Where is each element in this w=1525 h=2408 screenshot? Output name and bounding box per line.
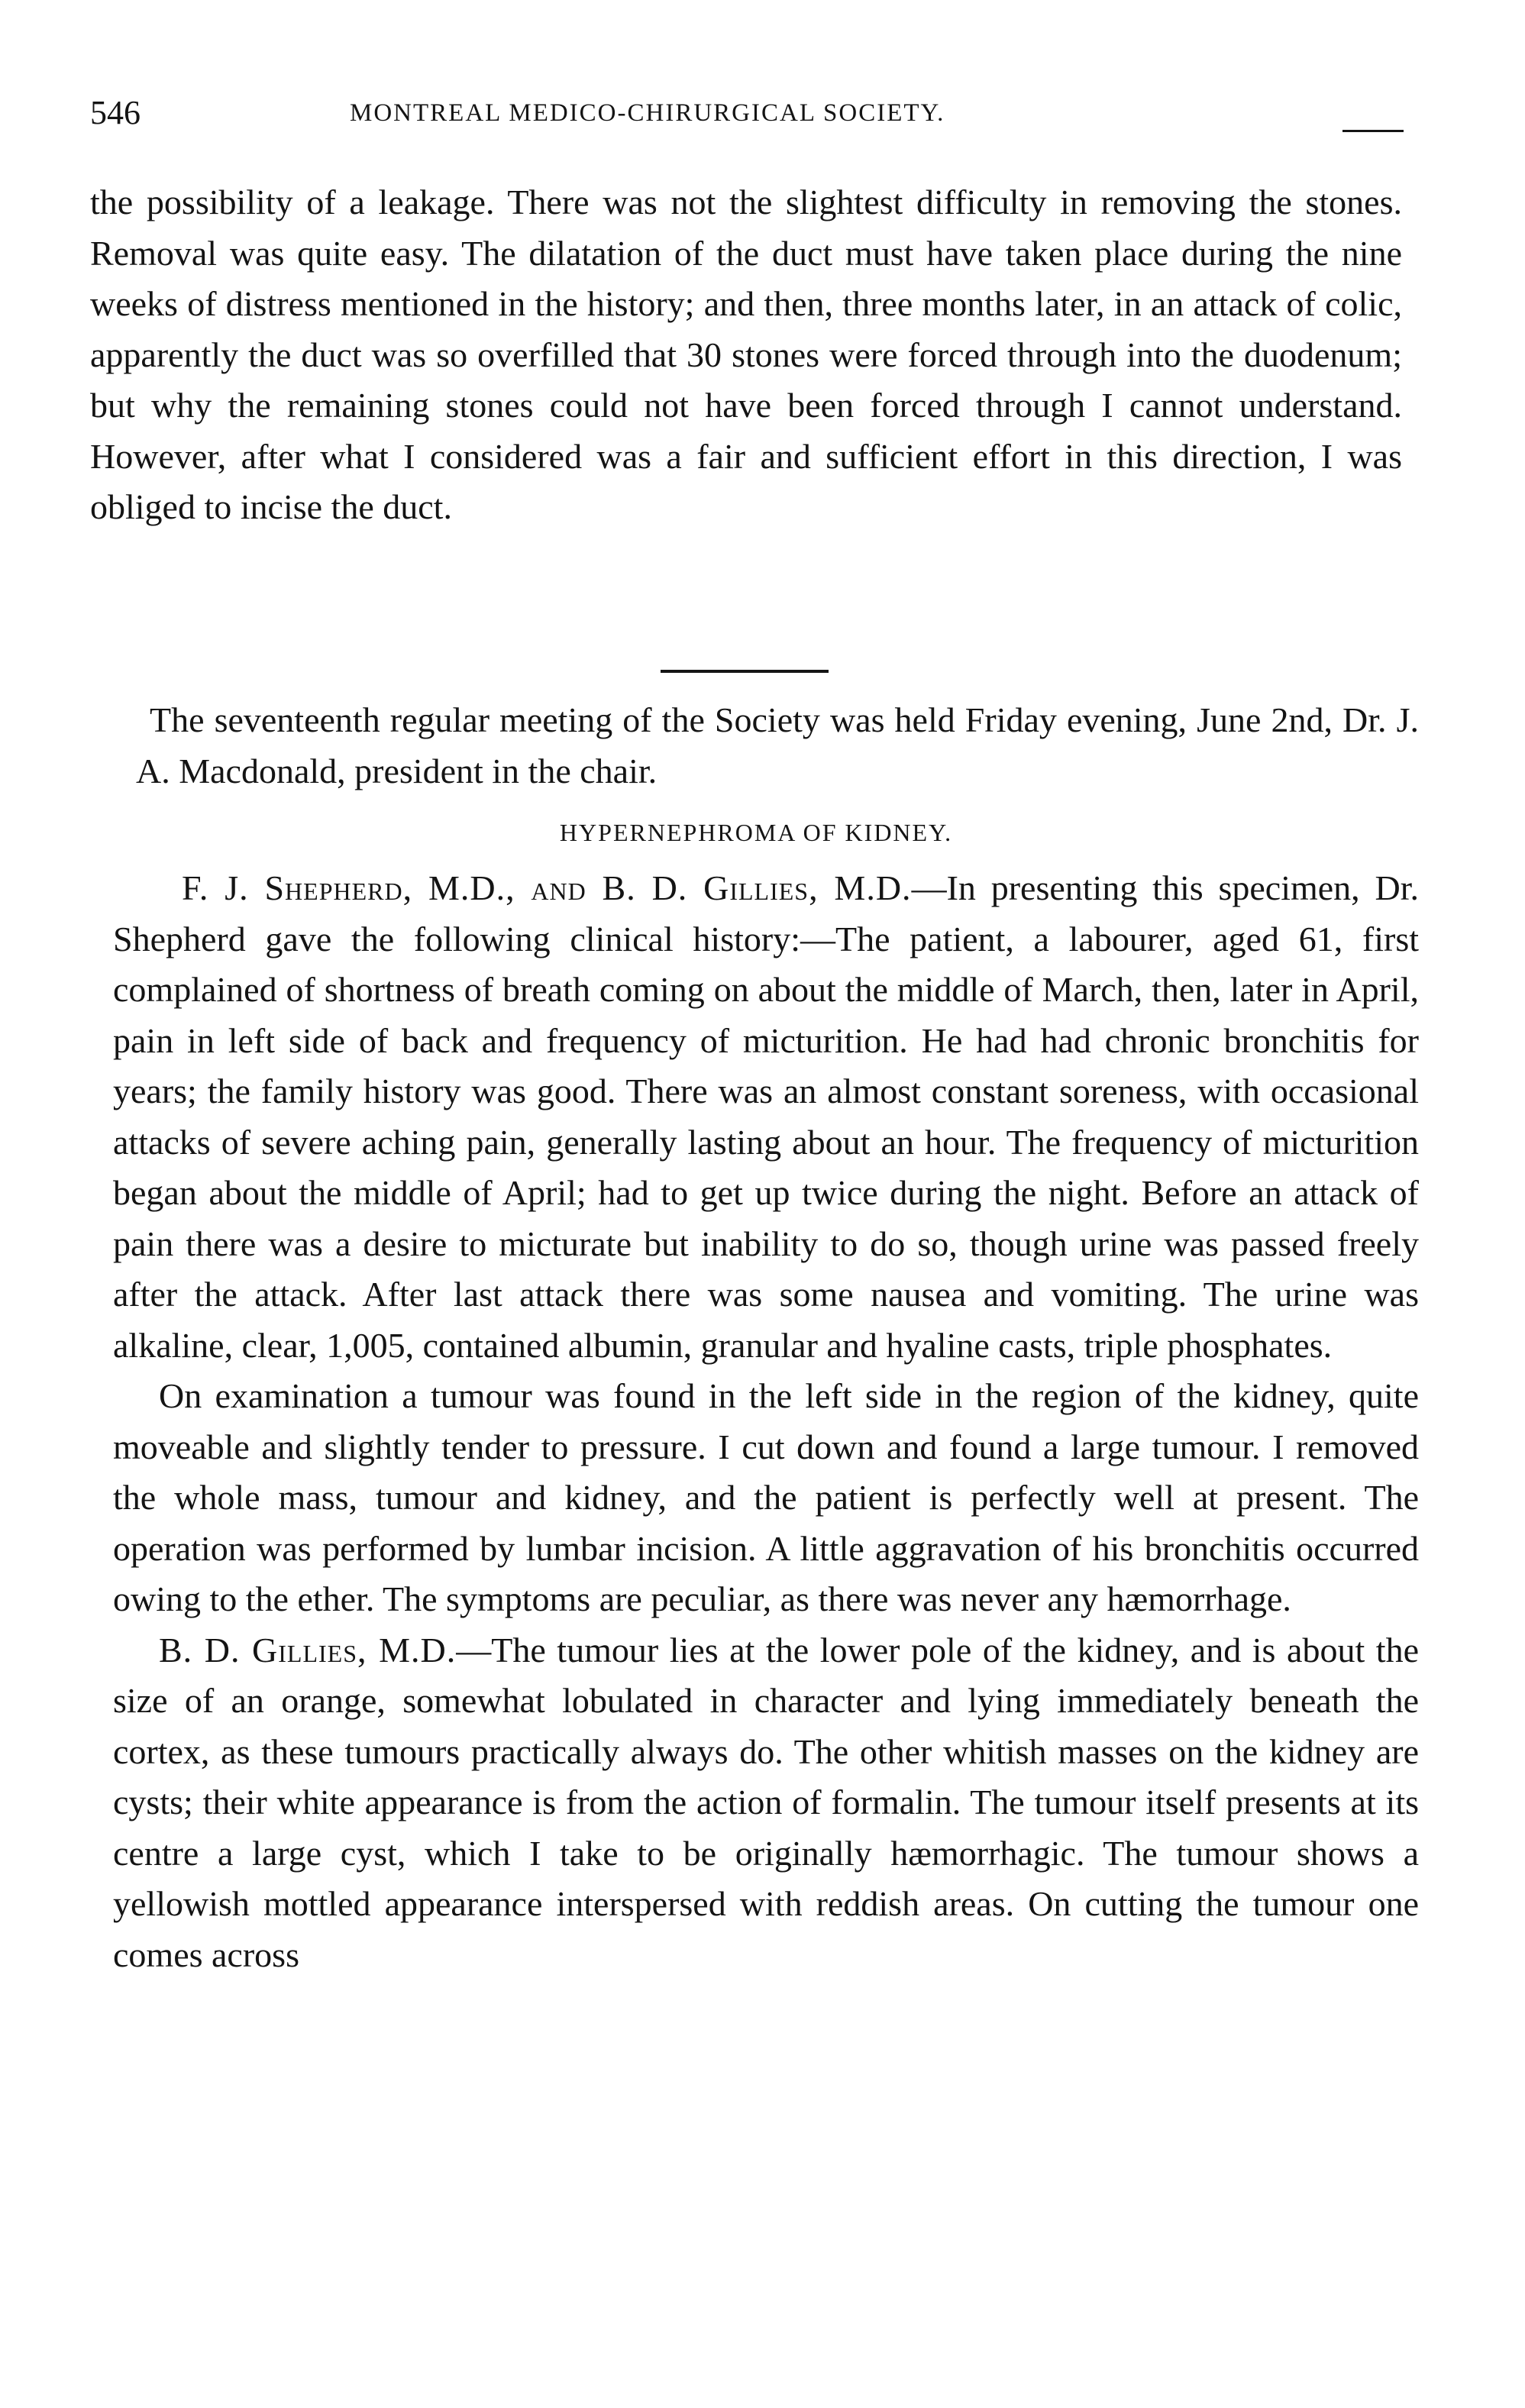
paragraph-text: —The tumour lies at the lower pole of the kidney, and is about the size of an orange, somewhat lobulated in character and lying immediately beneath the cortex, as these tumours practically always do. The other whitish masses on the kidney are cysts; their white appearance is from the action of formalin. The tumour itself presents at its centre a large cyst, which I take to be originally hæmorrhagic. The tumour shows a yellowish mottled appearance interspersed with reddish areas. On cutting the tumour one comes across (113, 1630, 1419, 1974)
speaker-name: B. D. Gillies, M.D. (159, 1630, 457, 1669)
header-rule (1342, 130, 1404, 132)
continued-paragraph (90, 177, 1402, 645)
paragraph-text: The seventeenth regular meeting of the Society was held Friday evening, June 2nd, Dr. J. A. Macdonald, president in the chair. (136, 700, 1419, 790)
paragraph-text: the possibility of a leakage. There was not the slightest difficulty in removing the stones. Removal was quite easy. The dilatation of the duct must have taken place during the nine weeks of distress mentioned in the history; and then, three months later, in an attack of colic, apparently the duct was so overfilled that 30 stones were forced through into the duodenum; but why the remaining stones could not have been forced through I cannot understand. However, after what I considered was a fair and sufficient effort in this direction, I was obliged to incise the duct. (90, 183, 1402, 526)
clinical-history-paragraph (113, 863, 1419, 1371)
section-separator-rule (661, 670, 829, 673)
examination-paragraph: On examination a tumour was found in the left side in the region of the kidney, quite moveable and slightly tender to pressure. I cut down and found a large tumour. I removed the whole mass, tumour and kidney, and the patient is perfectly well at present. The operation was performed by lumbar incision. A little aggravation of his bronchitis occurred owing to the ether. The symptoms are peculiar, as there was never any hæmorrhage. (113, 1376, 1419, 1618)
section-heading: HYPERNEPHROMA OF KIDNEY. (559, 819, 953, 846)
journal-title: MONTREAL MEDICO-CHIRURGICAL SOCIETY. (350, 99, 945, 127)
pathology-paragraph (113, 1625, 1419, 1981)
paragraph-text: —In presenting this specimen, Dr. Shepherd gave the following clinical history:—The patient, a labourer, aged 61, first complained of shortness of breath coming on about the middle of March, then, later in April, pain in left side of back and frequency of micturition. He had had chronic bronchitis for years; the family history was good. There was an almost constant soreness, with occasional attacks of severe aching pain, generally lasting about an hour. The frequency of micturition began about the middle of April; had to get up twice during the night. Before an attack of pain there was a desire to micturate but inability to do so, though urine was passed freely after the attack. After last attack there was some nausea and vomiting. The urine was alkaline, clear, 1,005, contained albumin, granular and hyaline casts, triple phosphates. (113, 868, 1420, 1365)
meeting-paragraph (136, 695, 1419, 802)
page-number: 546 (90, 94, 141, 131)
speaker-names: F. J. Shepherd, M.D., and B. D. Gillies, M.D. (182, 868, 912, 907)
running-head (90, 90, 1419, 136)
case-report (113, 863, 1419, 2314)
